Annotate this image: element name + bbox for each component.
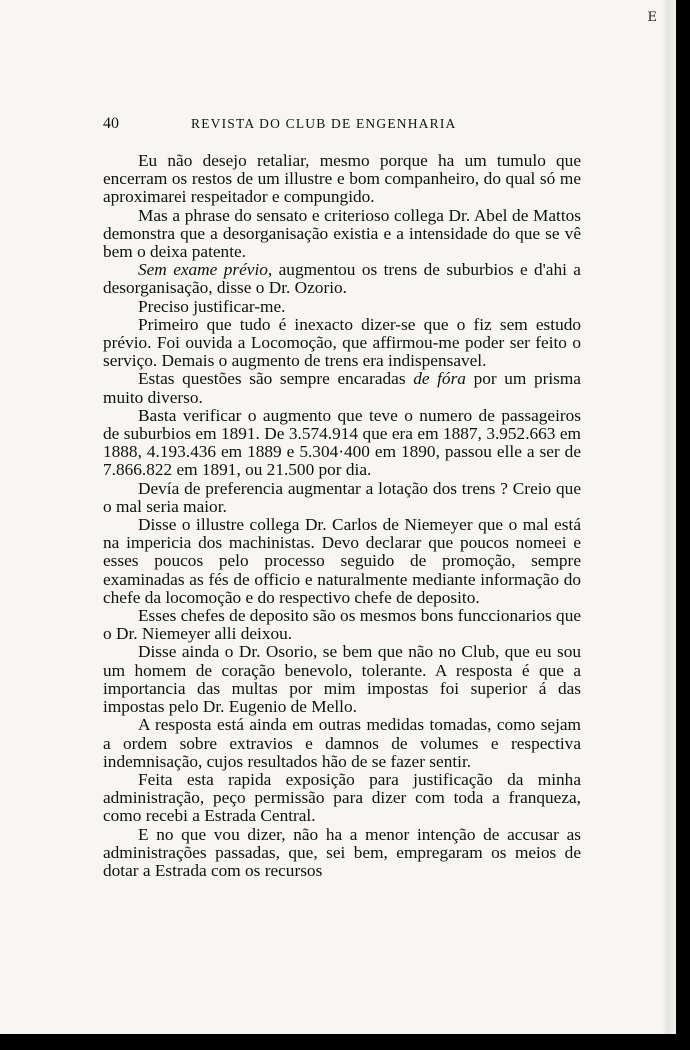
paragraph: Disse ainda o Dr. Osorio, se bem que não no Club, que eu sou um homem de coração benevolo, tolerante. A resposta é que a importancia das multas por mim impostas foi superior á das impostas pelo Dr. Eugenio de Mello. [103, 642, 581, 717]
page-number: 40 [103, 115, 119, 132]
corner-mark: E [647, 10, 658, 25]
paragraph: Esses chefes de deposito são os mesmos bons funccionarios que o Dr. Niemeyer alli deixou. [103, 606, 581, 644]
page-edge-shadow [662, 0, 676, 1034]
paragraph: E no que vou dizer, não ha a menor intenção de accusar as administrações passadas, que, sei bem, empregaram os meios de dotar a Estrada com os recursos [103, 824, 581, 880]
paragraph: Devía de preferencia augmentar a lotação dos trens ? Creio que o mal seria maior. [103, 478, 581, 516]
italic-phrase: Sem exame prévio, [138, 260, 273, 280]
body-text [103, 152, 581, 880]
italic-phrase: de fóra [413, 369, 466, 389]
paragraph: Eu não desejo retaliar, mesmo porque ha um tumulo que encerram os restos de um illustre e bom companheiro, do qual só me aproximarei respeitador e compungido. [103, 151, 581, 207]
paragraph: Basta verificar o augmento que teve o numero de passageiros de suburbios em 1891. De 3.574.914 que era em 1887, 3.952.663 em 1888, 4.193.436 em 1889 e 5.304·400 em 1890, passou elle a ser de 7.866.822 em 1891, ou 21.500 por dia. [103, 405, 581, 480]
paragraph: Feita esta rapida exposição para justificação da minha administração, peço permissão para dizer com toda a franqueza, como recebi a Estrada Central. [103, 769, 581, 826]
paragraph: Disse o illustre collega Dr. Carlos de Niemeyer que o mal está na impericia dos machinistas. Devo declarar que poucos nomeei e esses poucos pelo processo seguido de promoção, sempre examinadas as fés de officio e naturalmente mediante informação do chefe da locomoção e do respectivo chefe de deposito. [103, 515, 581, 607]
paragraph: Primeiro que tudo é inexacto dizer-se que o fiz sem estudo prévio. Foi ouvida a Locomoção, que affirmou-me poder ser feito o serviço. Demais o augmento de trens era indispensavel. [103, 314, 581, 371]
paragraph: Estas questões são sempre encaradas de fóra por um prisma muito diverso. [103, 369, 581, 407]
paragraph: Mas a phrase do sensato e criterioso collega Dr. Abel de Mattos demonstra que a desorganisação existia e a intensidade do que se vê bem o deixa patente. [103, 205, 581, 262]
paragraph: Sem exame prévio, augmentou os trens de suburbios e d'ahi a desorganisação, disse o Dr. Ozorio. [103, 260, 581, 298]
paragraph: A resposta está ainda em outras medidas tomadas, como sejam a ordem sobre extravios e damnos de volumes e respectiva indemnisação, cujos resultados hão de se fazer sentir. [103, 715, 581, 771]
paragraph: Preciso justificar-me. [138, 296, 286, 316]
running-head: REVISTA DO CLUB DE ENGENHARIA [191, 116, 457, 131]
